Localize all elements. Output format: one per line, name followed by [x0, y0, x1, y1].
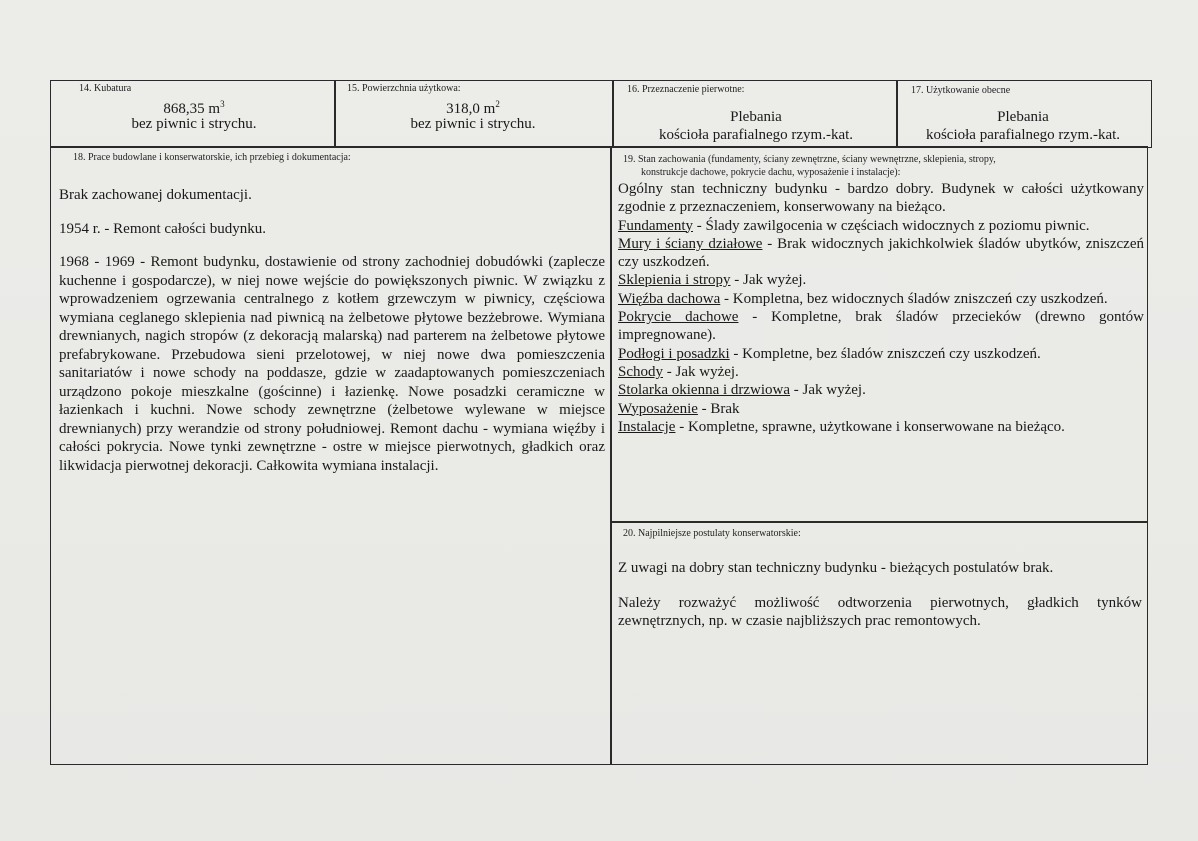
cell-19-header-line1: 19. Stan zachowania (fundamenty, ściany zewnętrzne, ściany wewnętrzne, sklepienia, stropy,: [623, 154, 996, 165]
stan-item-label: Instalacje: [618, 418, 676, 435]
stan-item-text: - Kompletne, bez śladów zniszczeń czy uszkodzeń.: [729, 345, 1041, 362]
stan-item: [618, 418, 1144, 436]
cell-18-header: 18. Prace budowlane i konserwatorskie, ich przebieg i dokumentacja:: [73, 152, 351, 163]
stan-item-text: - Jak wyżej.: [663, 363, 739, 380]
stan-item: [618, 345, 1144, 363]
stan-item-text: - Brak widocznych jakichkolwiek śladów ubytków, zniszczeń czy uszkodzeń.: [618, 235, 1144, 271]
prace-paragraph-3: 1968 - 1969 - Remont budynku, dostawienie od strony zachodniej dobudówki (zaplecze kuchenne i gospodarcze), w niej nowe wejście do powiększonych piwnic. W związku z wprowadzeniem ogrzewania centralnego z kotłem grzewczym w piwnicy, częściowa wymiana ceglanego sklepienia nad piwnicą na żelbetowe płytowe bezżebrowe. Wymiana drewnianych, nagich stropów (z dekoracją malarską) nad parterem na żelbetowe płytowe prefabrykowane. Przebudowa sieni przelotowej, w niej nowe dwa pomieszczenia sanitariatów i nowe schody na poddasze, gdzie w zaadaptowanych pomieszczeniach urządzono pokoje mieszkalne (gościnne) i łazienkę. Nowe posadzki ceramiczne w łazienkach i kuchni. Nowe schody zewnętrzne (żelbetowe wylewane w miejsce drewnianych) przy werandzie od strony południowej. Remont dachu - wymiana więźby i całości pokrycia. Nowe tynki zewnętrzne - ostre w miejsce pierwotnych, gładkich oraz likwidacja pierwotnej dekoracji. Całkowita wymiana instalacji.: [59, 254, 605, 474]
cell-19-header-line2: konstrukcje dachowe, pokrycie dachu, wyposażenie i instalacje):: [641, 167, 901, 178]
uzytkowanie-line1: Plebania: [997, 109, 1049, 125]
uzytkowanie-line2: kościoła parafialnego rzym.-kat.: [925, 127, 1121, 143]
stan-item-label: Wyposażenie: [618, 400, 698, 417]
kubatura-note: bez piwnic i strychu.: [131, 116, 257, 132]
stan-item-text: - Kompletne, sprawne, użytkowane i konserwowane na bieżąco.: [675, 418, 1065, 435]
postulaty-paragraph-1: Z uwagi na dobry stan techniczny budynku - bieżących postulatów brak.: [618, 560, 1054, 576]
powierzchnia-note: bez piwnic i strychu.: [410, 116, 536, 132]
stan-item: [618, 235, 1144, 272]
stan-item-label: Podłogi i posadzki: [618, 345, 730, 362]
cell-20-header: 20. Najpilniejsze postulaty konserwatorskie:: [623, 528, 801, 539]
stan-item-text: - Ślady zawilgocenia w częściach widocznych z poziomu piwnic.: [693, 217, 1090, 234]
cell-powierzchnia: [334, 80, 614, 148]
stan-item-text: - Brak: [697, 400, 740, 417]
kubatura-value-line: [51, 96, 337, 118]
stan-item: [618, 290, 1144, 308]
cell-14-header: 14. Kubatura: [79, 83, 132, 94]
stan-item-text: - Jak wyżej.: [730, 272, 807, 289]
stan-item-label: Sklepienia i stropy: [618, 272, 731, 289]
postulaty-text-block: [618, 559, 1142, 646]
stan-item: [618, 308, 1144, 345]
cell-17-header: 17. Użytkowanie obecne: [911, 85, 1011, 96]
stan-item-text: - Kompletne, brak śladów przecieków (drewno gontów impregnowane).: [618, 309, 1144, 344]
stan-item-label: Fundamenty: [618, 217, 693, 234]
powierzchnia-unit-exponent: 2: [495, 99, 500, 109]
stan-item: [618, 400, 1144, 418]
stan-item: [618, 381, 1144, 399]
postulaty-paragraph-2: Należy rozważyć możliwość odtworzenia pierwotnych, gładkich tynków zewnętrznych, np. w czasie najbliższych prac remontowych.: [618, 594, 1142, 629]
cell-kubatura: [50, 80, 336, 148]
stan-item-text: - Jak wyżej.: [790, 382, 866, 399]
prace-paragraph-1: Brak zachowanej dokumentacji.: [59, 187, 252, 203]
cell-prace-budowlane: [50, 146, 612, 765]
prace-paragraph-2: 1954 r. - Remont całości budynku.: [59, 220, 267, 237]
stan-item-label: Pokrycie dachowe: [618, 309, 739, 326]
stan-item: [618, 363, 1144, 381]
stan-item-label: Mury i ściany działowe: [618, 235, 763, 252]
cell-przeznaczenie-pierwotne: [612, 80, 898, 148]
cell-uzytkowanie-obecne: [896, 80, 1152, 148]
kubatura-unit-exponent: 3: [220, 99, 225, 109]
powierzchnia-value: 318,0 m: [446, 101, 496, 117]
cell-stan-zachowania: [610, 146, 1148, 523]
stan-item-label: Więźba dachowa: [618, 290, 721, 307]
stan-text-block: [618, 180, 1144, 436]
cell-postulaty: [610, 521, 1148, 765]
stan-item: [618, 217, 1144, 235]
stan-item: [618, 271, 1144, 289]
przeznaczenie-line1: Plebania: [730, 109, 782, 125]
cell-16-header: 16. Przeznaczenie pierwotne:: [627, 84, 745, 95]
kubatura-value: 868,35 m: [163, 101, 221, 117]
powierzchnia-value-line: [335, 96, 611, 118]
stan-item-label: Stolarka okienna i drzwiowa: [618, 382, 791, 399]
przeznaczenie-line2: kościoła parafialnego rzym.-kat.: [658, 127, 854, 143]
stan-item-text: - Kompletna, bez widocznych śladów zniszczeń czy uszkodzeń.: [720, 290, 1108, 307]
stan-intro: Ogólny stan techniczny budynku - bardzo dobry. Budynek w całości użytkowany zgodnie z przeznaczeniem, konserwowany na bieżąco.: [618, 181, 1144, 216]
prace-text-block: [59, 186, 605, 490]
cell-15-header: 15. Powierzchnia użytkowa:: [347, 83, 461, 94]
stan-item-label: Schody: [618, 363, 663, 380]
